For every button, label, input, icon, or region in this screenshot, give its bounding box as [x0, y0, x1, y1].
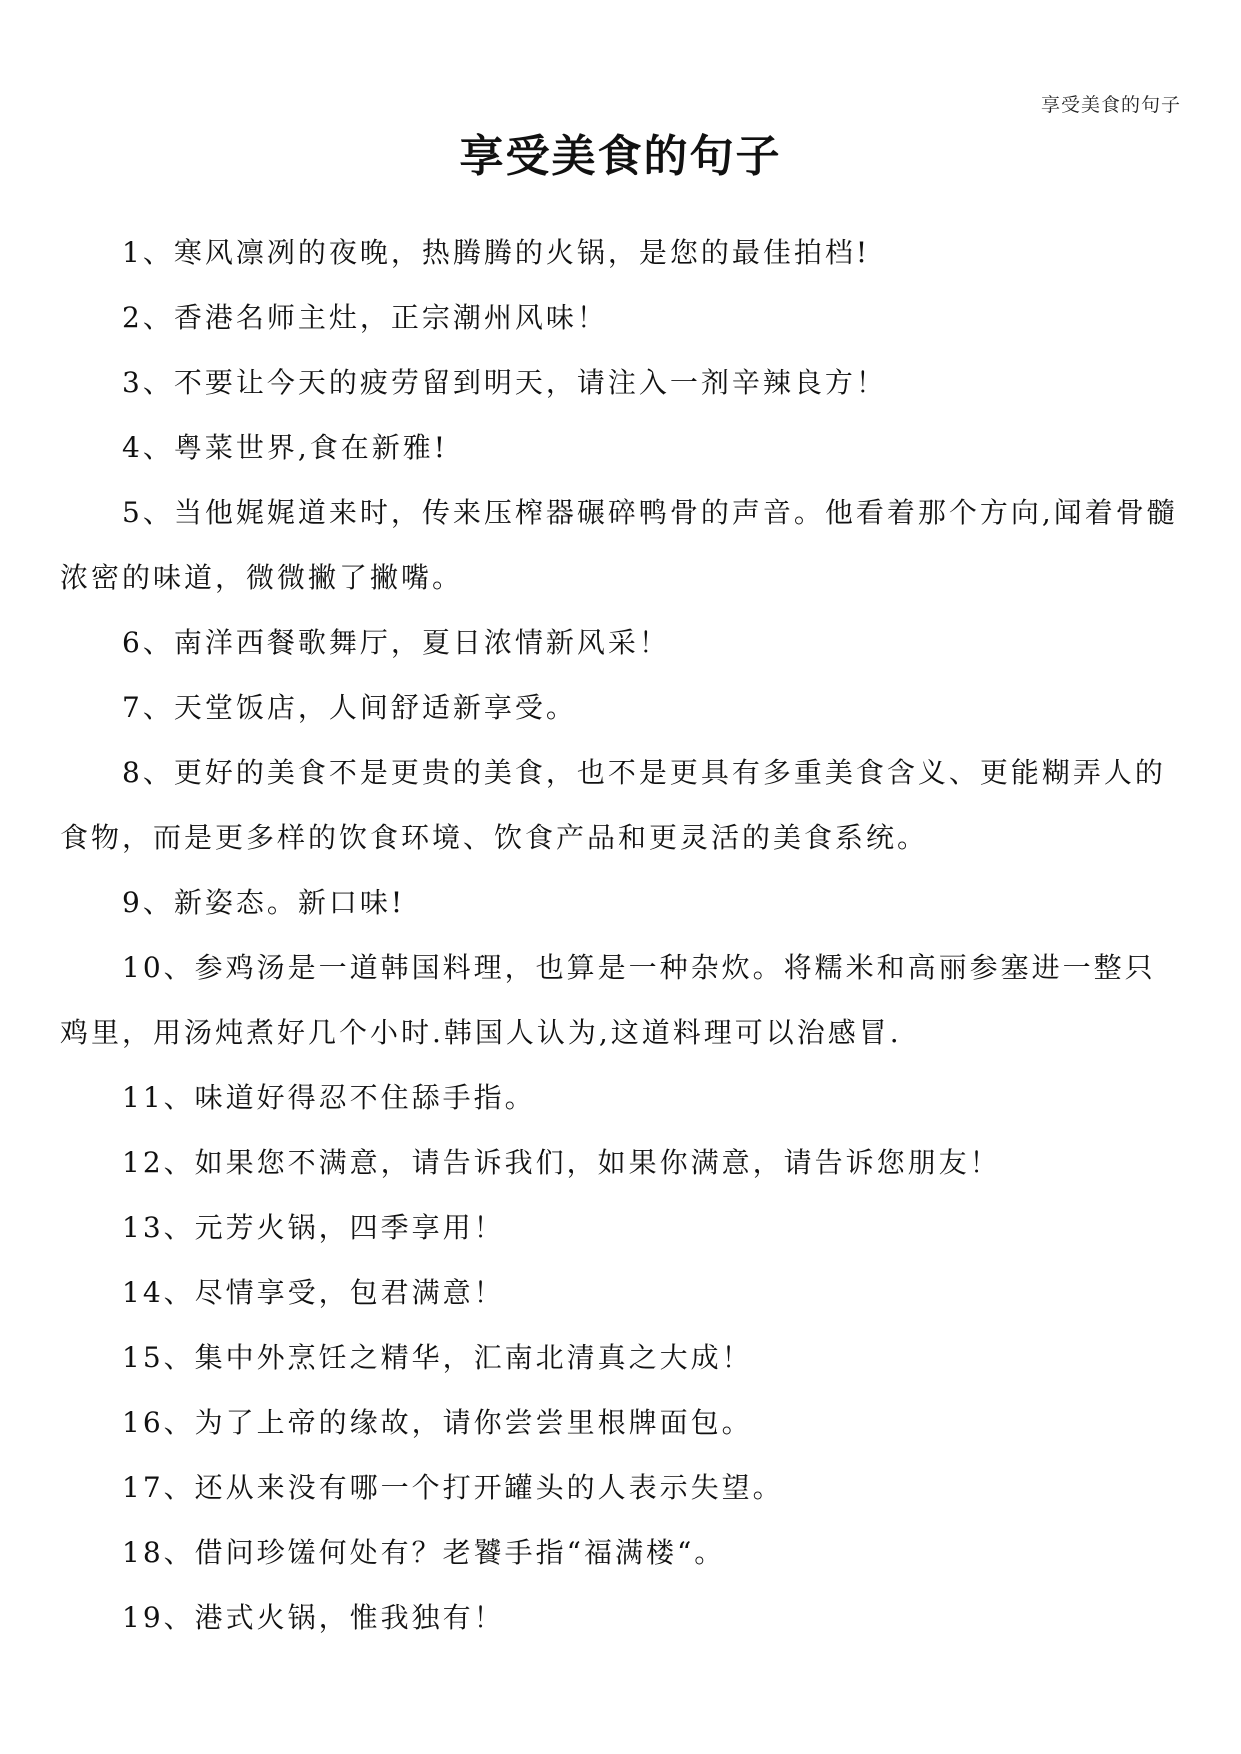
- paragraph-5: 5、当他娓娓道来时，传来压榨器碾碎鸭骨的声音。他看着那个方向,闻着骨髓浓密的味道，微微撇了撇嘴。: [60, 496, 1178, 594]
- paragraph-8: 8、更好的美食不是更贵的美食，也不是更具有多重美食含义、更能糊弄人的食物，而是更多样的饮食环境、饮食产品和更灵活的美食系统。: [60, 756, 1166, 854]
- paragraph-14: 14、尽情享受，包君满意！: [122, 1276, 505, 1309]
- paragraph-16: 16、为了上帝的缘故，请你尝尝里根牌面包。: [122, 1406, 753, 1439]
- paragraph-19: 19、港式火锅，惟我独有！: [122, 1601, 505, 1634]
- paragraph-13: 13、元芳火锅，四季享用！: [122, 1211, 505, 1244]
- paragraph-4: 4、粤菜世界,食在新雅!: [122, 431, 448, 464]
- paragraph-11: 11、味道好得忍不住舔手指。: [122, 1081, 536, 1114]
- paragraph-3: 3、不要让今天的疲劳留到明天，请注入一剂辛辣良方！: [122, 366, 887, 399]
- paragraph-18: 18、借问珍馐何处有？老饕手指“福满楼“。: [122, 1536, 726, 1569]
- document-body: [60, 220, 1180, 1650]
- paragraph-10: 10、参鸡汤是一道韩国料理，也算是一种杂炊。将糯米和高丽参塞进一整只鸡里，用汤炖煮好几个小时.韩国人认为,这道料理可以治感冒.: [60, 951, 1156, 1049]
- paragraph-12: 12、如果您不满意，请告诉我们，如果你满意，请告诉您朋友！: [122, 1146, 1001, 1179]
- paragraph-7: 7、天堂饭店，人间舒适新享受。: [122, 691, 577, 724]
- paragraph-1: 1、寒风凛冽的夜晚，热腾腾的火锅，是您的最佳拍档!: [122, 236, 871, 269]
- paragraph-17: 17、还从来没有哪一个打开罐头的人表示失望。: [122, 1471, 784, 1504]
- paragraph-9: 9、新姿态。新口味!: [122, 886, 406, 919]
- running-header: 享受美食的句子: [1040, 94, 1181, 116]
- page-title: 享受美食的句子: [459, 131, 782, 182]
- paragraph-2: 2、香港名师主灶，正宗潮州风味！: [122, 301, 608, 334]
- paragraph-15: 15、集中外烹饪之精华，汇南北清真之大成！: [122, 1341, 753, 1374]
- paragraph-6: 6、南洋西餐歌舞厅，夏日浓情新风采！: [122, 626, 670, 659]
